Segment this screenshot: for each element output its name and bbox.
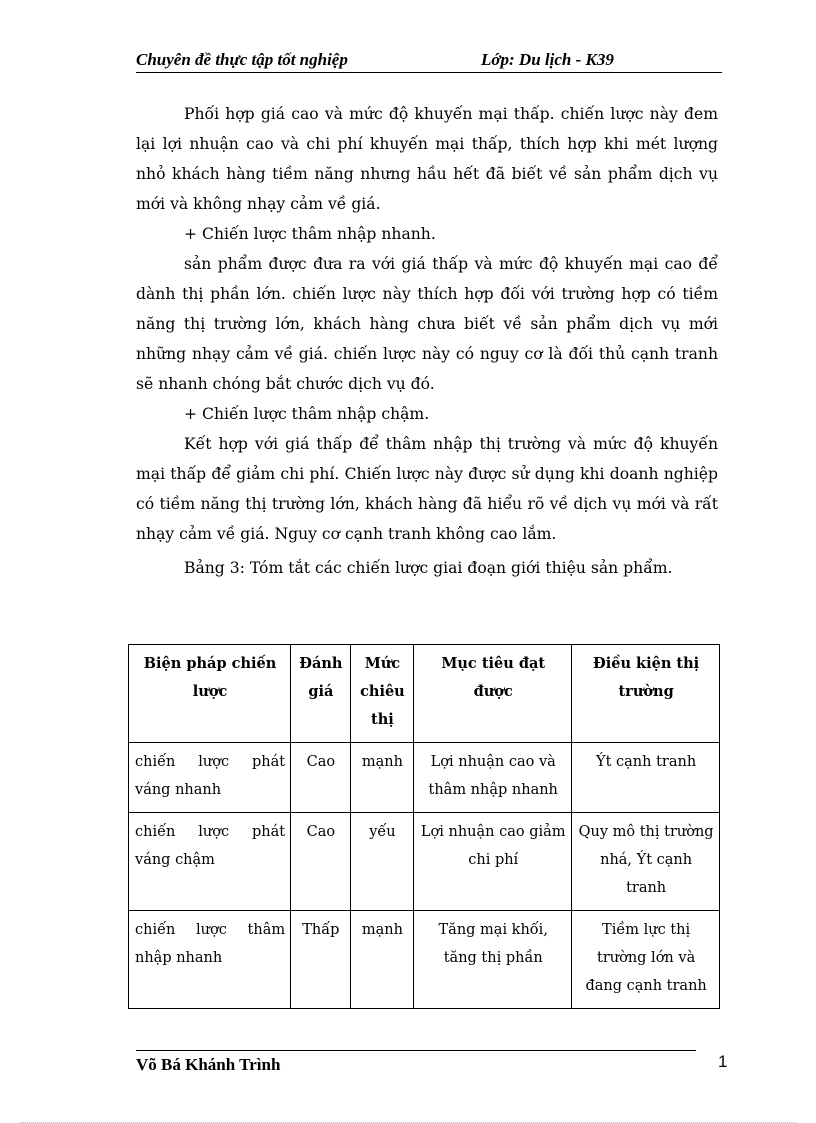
body-text: [136, 99, 718, 583]
table-row: [129, 743, 720, 813]
paragraph: + Chiến lược thâm nhập chậm.: [184, 405, 430, 423]
table-cell: chiến lược thâm nhập nhanh: [129, 911, 291, 1009]
table-row: [129, 813, 720, 911]
table-cell: chiến lược phát váng chậm: [129, 813, 291, 911]
footer-divider: [136, 1050, 696, 1051]
table-cell: Lợi nhuận cao giảm chi phí: [414, 813, 572, 911]
table-cell: Tăng mại khối, tăng thị phần: [414, 911, 572, 1009]
table-cell: Lợi nhuận cao và thâm nhập nhanh: [414, 743, 572, 813]
table-cell: Cao: [291, 743, 351, 813]
paragraph: Phối hợp giá cao và mức độ khuyến mại thấp. chiến lược này đem lại lợi nhuận cao và chi phí khuyến mại thấp, thích hợp khi mét lượng nhỏ khách hàng tiềm năng nhưng hầu hết đã biết về sản phẩm dịch vụ mới và không nhạy cảm về giá.: [136, 105, 718, 213]
table-cell: Cao: [291, 813, 351, 911]
page-header: [136, 50, 722, 73]
paragraph: Kết hợp với giá thấp để thâm nhập thị trường và mức độ khuyến mại thấp để giảm chi phí. Chiến lược này được sử dụng khi doanh nghiệp có tiềm năng thị trường lớn, khách hàng đã hiểu rõ về dịch vụ mới và rất nhạy cảm về giá. Nguy cơ cạnh tranh không cao lắm.: [136, 435, 718, 543]
page-number: 1: [718, 1052, 728, 1071]
table-cell: Thấp: [291, 911, 351, 1009]
column-header: Biện pháp chiến lược: [129, 645, 291, 743]
author-name: Võ Bá Khánh Trình: [136, 1055, 281, 1074]
table-cell: chiến lược phát váng nhanh: [129, 743, 291, 813]
table-row: [129, 911, 720, 1009]
table-caption: Bảng 3: Tóm tắt các chiến lược giai đoạn giới thiệu sản phẩm.: [184, 559, 673, 577]
table-cell: Quy mô thị trường nhá, Ýt cạnh tranh: [572, 813, 720, 911]
document-title: Chuyên đề thực tập tốt nghiệp: [136, 50, 348, 69]
strategy-table: [128, 644, 720, 1009]
table-header-row: [129, 645, 720, 743]
table-cell: mạnh: [350, 743, 414, 813]
column-header: Mức chiêu thị: [350, 645, 414, 743]
paragraph: sản phẩm được đưa ra với giá thấp và mức độ khuyến mại cao để dành thị phần lớn. chiến lược này thích hợp đối với trường hợp có tiềm năng thị trường lớn, khách hàng chưa biết về sản phẩm dịch vụ mới những nhạy cảm về giá. chiến lược này có nguy cơ là đối thủ cạnh tranh sẽ nhanh chóng bắt chước dịch vụ đó.: [136, 255, 718, 393]
class-label: Lớp: Du lịch - K39: [481, 50, 614, 69]
table-cell: Ýt cạnh tranh: [572, 743, 720, 813]
table-cell: Tiềm lực thị trường lớn và đang cạnh tranh: [572, 911, 720, 1009]
column-header: Điều kiện thị trường: [572, 645, 720, 743]
table-cell: mạnh: [350, 911, 414, 1009]
column-header: Đánh giá: [291, 645, 351, 743]
column-header: Mục tiêu đạt được: [414, 645, 572, 743]
table-cell: yếu: [350, 813, 414, 911]
paragraph: + Chiến lược thâm nhập nhanh.: [184, 225, 436, 243]
